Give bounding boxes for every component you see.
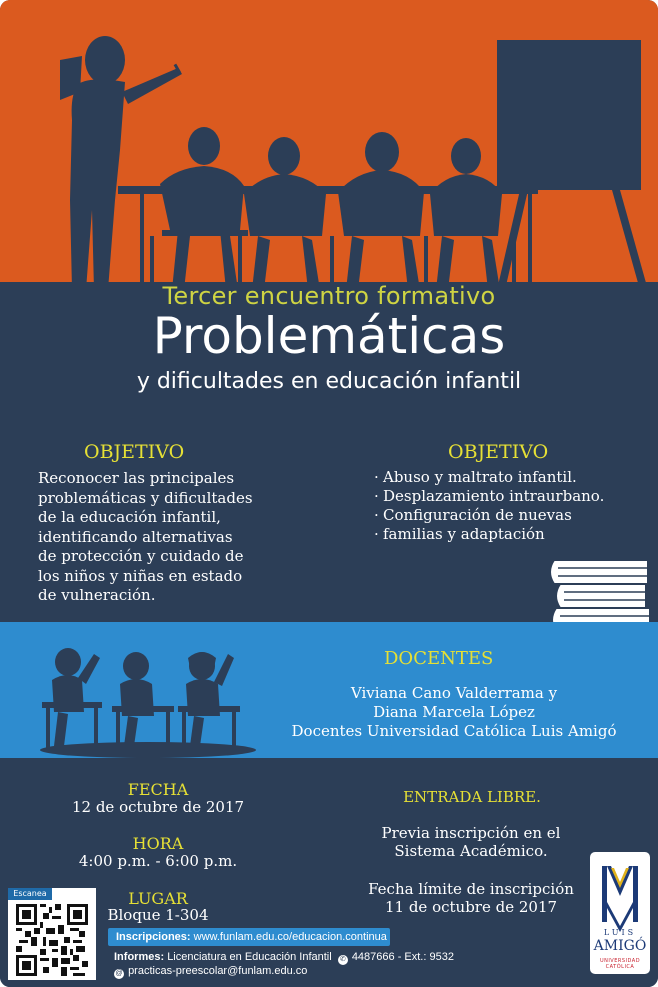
docente-line: Diana Marcela López — [373, 703, 535, 721]
qr-code-icon[interactable] — [16, 904, 88, 976]
docente-line: Viviana Cano Valderrama y — [350, 684, 558, 702]
objetivo-left-heading: OBJETIVO — [84, 441, 185, 463]
limite-line: 11 de octubre de 2017 — [384, 898, 558, 916]
docente-line: Docentes Universidad Católica Luis Amigó — [291, 722, 617, 740]
fecha-label: FECHA — [127, 780, 189, 799]
event-tagline: y dificultades en educación infantil — [136, 369, 522, 394]
event-title: Problemáticas — [152, 307, 506, 365]
previa-inscripcion-text — [340, 824, 602, 860]
qr-code-block[interactable] — [8, 888, 96, 980]
objetivo-left-line: Reconocer las principales — [38, 469, 235, 487]
inscripciones-label: Inscripciones: — [116, 931, 191, 943]
fecha-limite-text — [340, 880, 602, 916]
objetivo-left-line: de la educación infantil, — [38, 508, 221, 526]
objetivo-right-list — [374, 468, 654, 544]
docentes-list — [250, 684, 658, 741]
inscripciones-bar[interactable] — [108, 928, 390, 946]
informes-line — [114, 951, 454, 965]
objetivo-left-line: los niños y niñas en estado — [38, 566, 243, 585]
logo-universidad-catolica: UNIVERSIDAD CATÓLICA — [599, 958, 641, 970]
lugar-value: Bloque 1-304 — [107, 906, 209, 924]
objetivo-item: · Desplazamiento intraurbano. — [374, 487, 654, 506]
hora-label: HORA — [132, 834, 184, 853]
objetivo-item-continuation: · familias y adaptación — [374, 525, 654, 544]
objetivo-item: · Configuración de nuevas — [374, 506, 654, 525]
logo-word-amigo: AMIGÓ — [593, 938, 647, 954]
event-subtitle: Tercer encuentro formativo — [162, 282, 496, 310]
children-at-desks-silhouette — [38, 640, 258, 758]
objetivo-left-line: de protección y cuidado de — [38, 547, 244, 565]
logo-word-luis: LUIS — [603, 928, 637, 937]
fecha-value: 12 de octubre de 2017 — [71, 798, 245, 816]
phone-icon: ✆ — [338, 955, 348, 965]
previa-line: Sistema Académico. — [394, 842, 548, 860]
docentes-heading: DOCENTES — [384, 648, 494, 669]
email-address[interactable]: practicas-preescolar@funlam.edu.co — [128, 965, 308, 977]
objetivo-right-heading: OBJETIVO — [448, 441, 549, 463]
inscripciones-link[interactable]: www.funlam.edu.co/educacion.continua — [193, 931, 387, 943]
email-line — [114, 965, 307, 979]
classroom-silhouette-illustration — [0, 0, 658, 300]
informes-text: Licenciatura en Educación Infantil — [167, 951, 332, 963]
lugar-label: LUGAR — [128, 889, 188, 908]
informes-label: Informes: — [114, 951, 165, 963]
hora-value: 4:00 p.m. - 6:00 p.m. — [78, 852, 238, 870]
luis-amigo-emblem-icon — [596, 862, 644, 934]
email-icon: @ — [115, 970, 123, 977]
universidad-logo — [590, 852, 650, 974]
objetivo-left-text — [38, 469, 338, 606]
phone-number[interactable]: 4487666 - Ext.: 9532 — [351, 951, 454, 963]
objetivo-left-line: problemáticas y dificultades — [38, 488, 253, 507]
entrada-libre: ENTRADA LIBRE. — [403, 788, 541, 806]
qr-label: Escanea — [8, 888, 52, 900]
objetivo-left-line: de vulneración. — [38, 586, 156, 604]
objetivo-left-line: identificando alternativas — [38, 527, 233, 546]
previa-line: Previa inscripción en el — [381, 824, 561, 842]
limite-line: Fecha límite de inscripción — [368, 880, 574, 898]
objetivo-item: · Abuso y maltrato infantil. — [374, 468, 654, 487]
